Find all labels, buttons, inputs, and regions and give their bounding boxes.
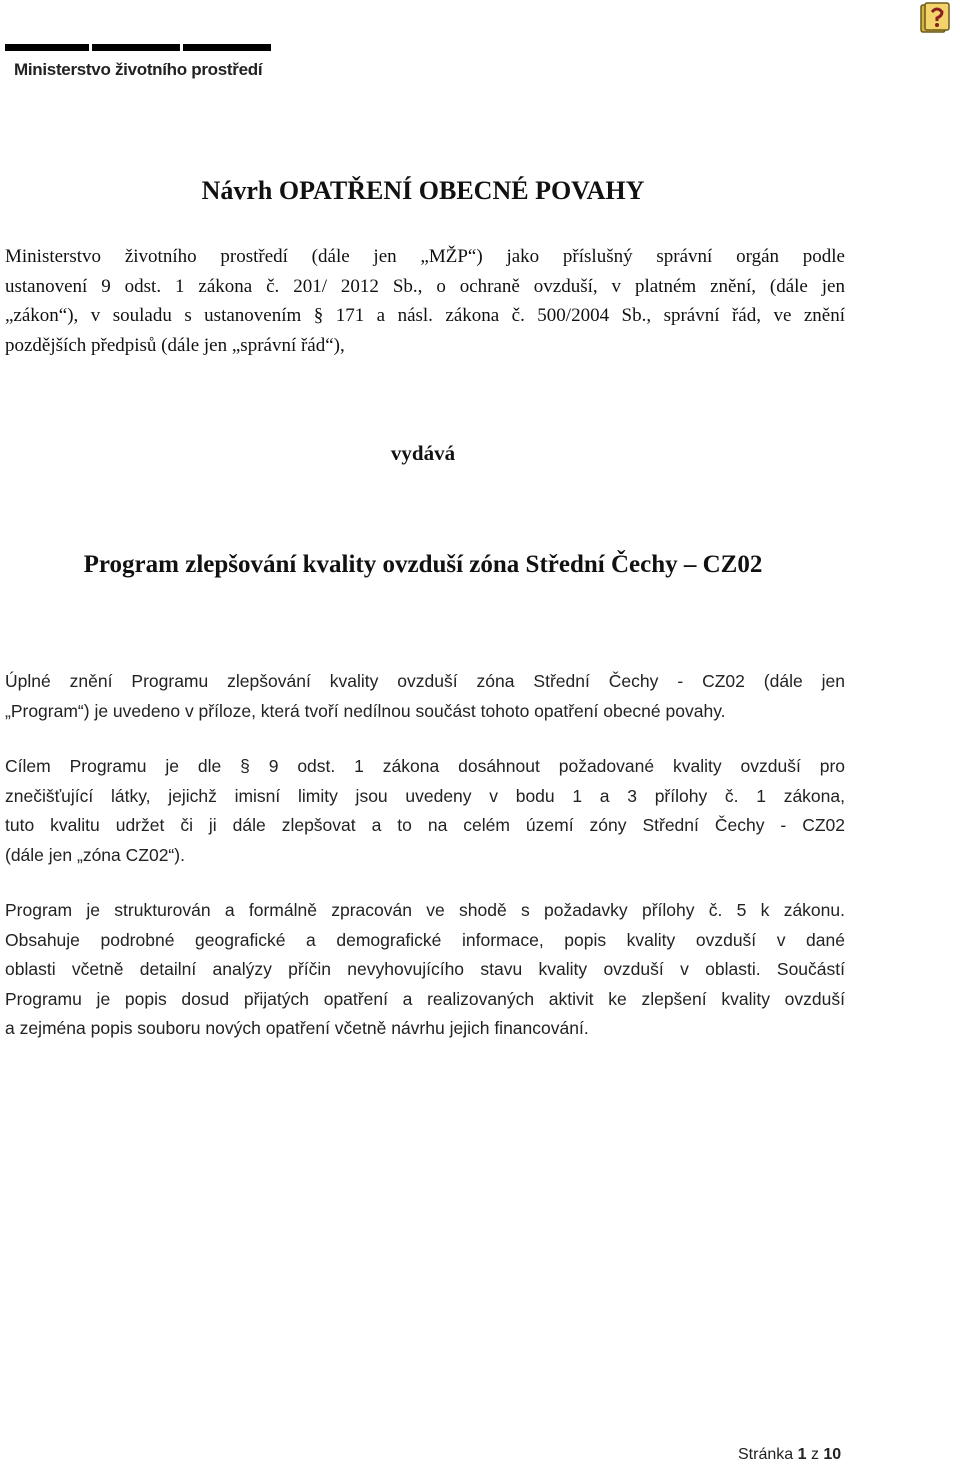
intro-line: Ministerstvo životního prostředí (dále jen „MŽP“) jako příslušný správní orgán podle <box>5 246 845 267</box>
structure-paragraph <box>5 896 845 1044</box>
paragraph-line: Programu je popis dosud přijatých opatření a realizovaných aktivit ke zlepšení kvality ovzduší <box>5 988 845 1009</box>
goal-paragraph <box>5 752 845 870</box>
page-of: z <box>810 1446 819 1463</box>
paragraph-line: Obsahuje podrobné geografické a demografické informace, popis kvality ovzduší v dané <box>5 929 845 950</box>
document-title: Návrh OPATŘENÍ OBECNÉ POVAHY <box>201 176 645 205</box>
paragraph-line: Program je strukturován a formálně zpracován ve shodě s požadavky přílohy č. 5 k zákonu. <box>5 900 845 920</box>
logo-text: Ministerstvo životního prostředí <box>14 60 263 79</box>
intro-line: ustanovení 9 odst. 1 zákona č. 201/ 2012 Sb., o ochraně ovzduší, v platném znění, (dále jen <box>5 275 845 297</box>
total-pages: 10 <box>823 1446 842 1463</box>
issues-heading: vydává <box>390 441 456 465</box>
paragraph-line: Cílem Programu je dle § 9 odst. 1 zákona dosáhnout požadované kvality ovzduší pro <box>5 756 845 776</box>
paragraph-line: znečišťující látky, jejichž imisní limity jsou uvedeny v bodu 1 a 3 přílohy č. 1 zákona, <box>5 785 845 806</box>
help-book-icon[interactable] <box>920 2 954 34</box>
paragraph-line: a zejména popis souboru nových opatření včetně návrhu jejich financování. <box>5 1018 589 1038</box>
intro-line: „zákon“), v souladu s ustanovením § 171 a násl. zákona č. 500/2004 Sb., správní řád, ve znění <box>5 305 845 326</box>
program-title: Program zlepšování kvality ovzduší zóna Střední Čechy – CZ02 <box>83 551 763 578</box>
paragraph-line: „Program“) je uvedeno v příloze, která tvoří nedílnou součást tohoto opatření obecné povahy. <box>5 700 726 721</box>
paragraph-line: Úplné znění Programu zlepšování kvality ovzduší zóna Střední Čechy - CZ02 (dále jen <box>5 671 845 691</box>
paragraph-line: tuto kvalitu udržet či ji dále zlepšovat a to na celém území zóny Střední Čechy - CZ02 <box>5 815 845 835</box>
page-label: Stránka <box>738 1446 794 1463</box>
logo-bars <box>5 44 271 51</box>
page-number <box>738 1446 841 1464</box>
full-text-paragraph <box>5 667 845 726</box>
intro-line: pozdějších předpisů (dále jen „správní řád“), <box>5 334 345 356</box>
current-page: 1 <box>797 1446 807 1463</box>
intro-paragraph <box>5 242 845 360</box>
paragraph-line: (dále jen „zóna CZ02“). <box>5 844 185 865</box>
paragraph-line: oblasti včetně detailní analýzy příčin nevyhovujícího stavu kvality ovzduší v oblasti. Součástí <box>5 959 845 979</box>
